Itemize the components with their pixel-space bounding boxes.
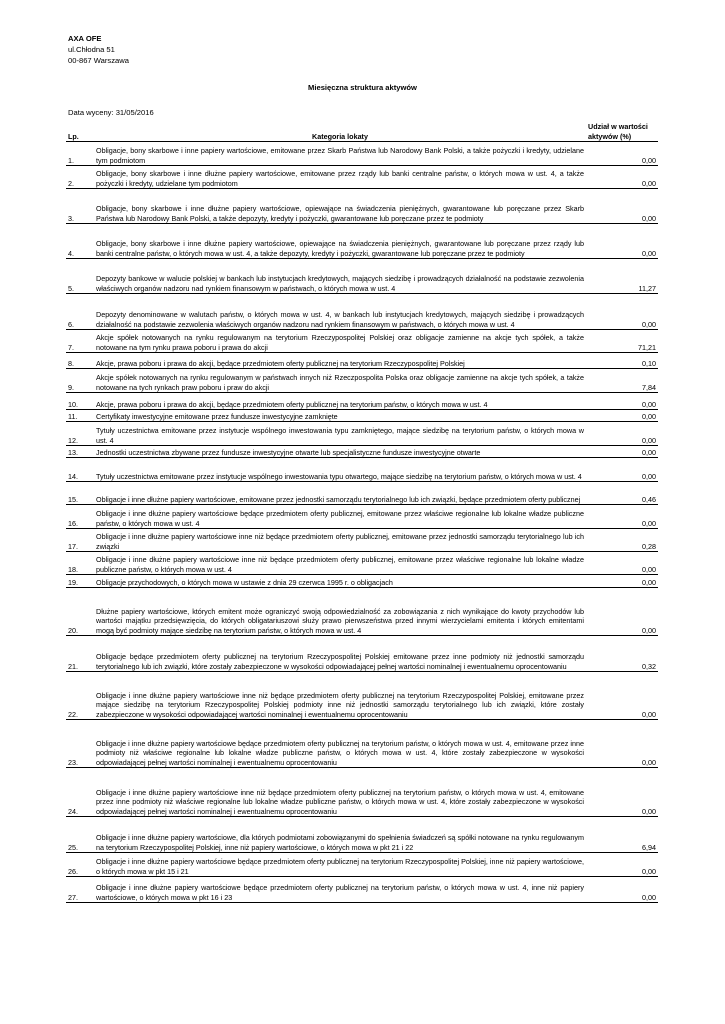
row-share: 0,46 (586, 482, 658, 505)
row-number: 8. (66, 353, 94, 369)
row-number: 23. (66, 720, 94, 768)
table-row (66, 482, 658, 505)
row-number: 4. (66, 224, 94, 259)
row-category: Akcje spółek notowanych na rynku regulowanym w państwach innych niż Rzeczpospolita Polska oraz obligacje zamienne na akcje tych spółek, a także notowane na tych rynkach praw poboru i praw do akcji (94, 369, 586, 393)
row-number: 22. (66, 672, 94, 720)
company-street: ul.Chłodna 51 (68, 45, 115, 54)
row-share: 0,28 (586, 529, 658, 552)
table-row (66, 575, 658, 588)
row-category: Tytuły uczestnictwa emitowane przez instytucje wspólnego inwestowania typu otwartego, mające siedzibę na terytorium państw, o których mowa w ust. 4 (94, 458, 586, 482)
row-category: Obligacje i inne dłużne papiery wartościowe inne niż będące przedmiotem oferty publicznej, emitowane przez jednostki samorządu terytorialnego lub ich związki (94, 529, 586, 552)
row-number: 11. (66, 410, 94, 422)
table-row (66, 330, 658, 353)
table-header-row (66, 118, 658, 142)
row-share: 0,00 (586, 720, 658, 768)
row-share: 11,27 (586, 259, 658, 294)
row-number: 21. (66, 636, 94, 672)
table-row (66, 529, 658, 552)
row-category: Obligacje przychodowych, o których mowa w ustawie z dnia 29 czerwca 1995 r. o obligacjach (94, 575, 586, 588)
row-number: 14. (66, 458, 94, 482)
row-share: 0,00 (586, 552, 658, 575)
row-category: Akcje, prawa poboru i prawa do akcji, będące przedmiotem oferty publicznej na terytorium Rzeczypospolitej Polskiej (94, 353, 586, 369)
table-body (66, 142, 658, 903)
table-row (66, 853, 658, 877)
company-name: AXA OFE (68, 34, 102, 43)
table-row (66, 505, 658, 529)
company-header (68, 33, 129, 66)
row-number: 9. (66, 369, 94, 393)
row-number: 13. (66, 446, 94, 458)
row-number: 12. (66, 422, 94, 446)
row-number: 10. (66, 393, 94, 410)
row-category: Obligacje i inne dłużne papiery wartościowe będące przedmiotem oferty publicznej, emitowane przez właściwe regionalne lub lokalne władze publiczne państw, o których mowa w ust. 4 (94, 505, 586, 529)
table-row (66, 142, 658, 166)
table-row (66, 189, 658, 224)
row-share: 0,00 (586, 458, 658, 482)
row-category: Tytuły uczestnictwa emitowane przez instytucje wspólnego inwestowania typu zamkniętego, mające siedzibę na terytorium państw, o których mowa w ust. 4 (94, 422, 586, 446)
row-category: Obligacje i inne dłużne papiery wartościowe, dla których podmiotami zobowiązanymi do spełnienia świadczeń są spółki notowane na rynku regulowanym na terytorium Rzeczypospolitej Polskiej, inne niż papiery wartościowe, o których mowa w pkt 21 i 22 (94, 817, 586, 853)
row-number: 1. (66, 142, 94, 166)
row-category: Depozyty bankowe w walucie polskiej w bankach lub instytucjach kredytowych, mających siedzibę i prowadzących działalność na podstawie zezwolenia właściwych organów nadzoru nad rynkiem finansowym w państwach, o których mowa w ust. 4 (94, 259, 586, 294)
column-header-share: Udział w wartości aktywów (%) (586, 118, 658, 142)
row-share: 0,00 (586, 189, 658, 224)
row-number: 19. (66, 575, 94, 588)
row-number: 16. (66, 505, 94, 529)
row-share: 0,00 (586, 410, 658, 422)
row-category: Depozyty denominowane w walutach państw, o których mowa w ust. 4, w bankach lub instytucjach kredytowych, mających siedzibę i prowadzących działalność na podstawie zezwolenia właściwych organów nadzoru nad rynkiem finansowym w państwach, o których mowa w ust. 4 (94, 294, 586, 330)
row-number: 27. (66, 877, 94, 903)
table-row (66, 259, 658, 294)
row-share: 0,00 (586, 446, 658, 458)
row-number: 20. (66, 588, 94, 636)
asset-structure-table (66, 118, 658, 903)
row-share: 0,10 (586, 353, 658, 369)
table-row (66, 294, 658, 330)
document-title: Miesięczna struktura aktywów (308, 83, 417, 92)
row-number: 6. (66, 294, 94, 330)
row-share: 6,94 (586, 817, 658, 853)
row-category: Dłużne papiery wartościowe, których emitent może ograniczyć swoją odpowiedzialność za zobowiązania z nich wynikające do kwoty przychodów lub wartości majątku przedsięwzięcia, do których obligatariuszowi służy prawo pierwszeństwa przed innymi wierzycielami emitenta i których emitentami mogą być podmioty mające siedzibę na terytorium państw, o których mowa w ust. 4 (94, 588, 586, 636)
row-category: Obligacje i inne dłużne papiery wartościowe, emitowane przez jednostki samorządu terytorialnego lub ich związki, będące przedmiotem oferty publicznej (94, 482, 586, 505)
row-share: 0,00 (586, 393, 658, 410)
valuation-date: Data wyceny: 31/05/2016 (68, 108, 154, 117)
row-number: 2. (66, 166, 94, 189)
row-share: 0,00 (586, 575, 658, 588)
row-number: 24. (66, 768, 94, 817)
row-category: Obligacje, bony skarbowe i inne dłużne papiery wartościowe, opiewające na świadczenia pieniężnych, gwarantowane lub poręczane przez rządy lub banki centralne państw, o których mowa w ust. 4, a także depozyty, kredyty i pożyczki, gwarantowane lub poręczane przez te podmioty (94, 224, 586, 259)
table-row (66, 636, 658, 672)
table-row (66, 552, 658, 575)
table-row (66, 588, 658, 636)
table-row (66, 166, 658, 189)
table-row (66, 768, 658, 817)
table-row (66, 224, 658, 259)
table-row (66, 877, 658, 903)
row-number: 18. (66, 552, 94, 575)
row-share: 0,00 (586, 422, 658, 446)
row-category: Obligacje, bony skarbowe i inne papiery wartościowe, emitowane przez Skarb Państwa lub Narodowy Bank Polski, a także pożyczki i kredyty, udzielane tym podmiotom (94, 142, 586, 166)
row-share: 0,00 (586, 224, 658, 259)
row-category: Obligacje i inne dłużne papiery wartościowe inne niż będące przedmiotem oferty publicznej, emitowane przez właściwe regionalne lub lokalne władze publiczne państw, o których mowa w ust. 4 (94, 552, 586, 575)
row-number: 7. (66, 330, 94, 353)
column-header-lp: Lp. (66, 118, 94, 142)
row-category: Jednostki uczestnictwa zbywane przez fundusze inwestycyjne otwarte lub specjalistyczne fundusze inwestycyjne otwarte (94, 446, 586, 458)
row-category: Obligacje i inne dłużne papiery wartościowe będące przedmiotem oferty publicznej na terytorium Rzeczypospolitej Polskiej, inne niż papiery wartościowe, o których mowa w pkt 15 i 21 (94, 853, 586, 877)
company-city: 00-867 Warszawa (68, 56, 129, 65)
row-category: Obligacje będące przedmiotem oferty publicznej na terytorium Rzeczypospolitej Polskiej emitowane przez inne podmioty niż jednostki samorządu terytorialnego lub ich związki, które zostały zabezpieczone w wysokości odpowiadającej pełnej wartości nominalnej i ewentualnemu oprocentowaniu (94, 636, 586, 672)
row-share: 0,00 (586, 294, 658, 330)
row-share: 7,84 (586, 369, 658, 393)
row-number: 5. (66, 259, 94, 294)
row-category: Obligacje, bony skarbowe i inne dłużne papiery wartościowe, emitowane przez rządy lub banki centralne państw, o których mowa w ust. 4, a także pożyczki i kredyty, udzielane tym podmiotom (94, 166, 586, 189)
table-row (66, 410, 658, 422)
row-number: 26. (66, 853, 94, 877)
row-number: 17. (66, 529, 94, 552)
row-share: 0,00 (586, 877, 658, 903)
row-share: 0,00 (586, 853, 658, 877)
row-category: Certyfikaty inwestycyjne emitowane przez fundusze inwestycyjne zamknięte (94, 410, 586, 422)
table-row (66, 446, 658, 458)
table-row (66, 369, 658, 393)
row-category: Obligacje i inne dłużne papiery wartościowe będące przedmiotem oferty publicznej na terytorium państw, o których mowa w ust. 4, emitowane przez inne podmioty niż właściwe regionalne lub lokalne władze publiczne państw, o których mowa w ust. 4, które zostały zabezpieczone w wysokości odpowiadającej pełnej wartości nominalnej i ewentualnemu oprocentowaniu (94, 720, 586, 768)
row-share: 0,32 (586, 636, 658, 672)
row-number: 25. (66, 817, 94, 853)
column-header-category: Kategoria lokaty (94, 118, 586, 142)
row-share: 0,00 (586, 588, 658, 636)
row-share: 0,00 (586, 142, 658, 166)
table-row (66, 353, 658, 369)
table-row (66, 672, 658, 720)
row-share: 0,00 (586, 672, 658, 720)
row-share: 0,00 (586, 505, 658, 529)
table-row (66, 817, 658, 853)
table-row (66, 393, 658, 410)
row-share: 0,00 (586, 166, 658, 189)
table-row (66, 720, 658, 768)
row-category: Obligacje i inne dłużne papiery wartościowe będące przedmiotem oferty publicznej na terytorium państw, o których mowa w ust. 4, inne niż papiery wartościowe, o których mowa w pkt 16 i 23 (94, 877, 586, 903)
table-row (66, 458, 658, 482)
row-share: 71,21 (586, 330, 658, 353)
row-category: Obligacje i inne dłużne papiery wartościowe inne niż będące przedmiotem oferty publicznej na terytorium Rzeczypospolitej Polskiej, emitowane przez mające siedzibę na terytorium Rzeczypospolitej Polskiej podmioty inne niż jednostki samorządu terytorialnego lub ich związki, które zostały zabezpieczone w wysokości odpowiadającej wartości nominalnej i ewentualnemu oprocentowaniu (94, 672, 586, 720)
row-category: Obligacje, bony skarbowe i inne dłużne papiery wartościowe, opiewające na świadczenia pieniężnych, gwarantowane lub poręczane przez Skarb Państwa lub Narodowy Bank Polski, a także depozyty, kredyty i pożyczki, gwarantowane lub poręczane przez te podmioty (94, 189, 586, 224)
table-row (66, 422, 658, 446)
row-category: Akcje, prawa poboru i prawa do akcji, będące przedmiotem oferty publicznej na terytorium państw, o których mowa w ust. 4 (94, 393, 586, 410)
row-number: 3. (66, 189, 94, 224)
row-number: 15. (66, 482, 94, 505)
row-share: 0,00 (586, 768, 658, 817)
row-category: Akcje spółek notowanych na rynku regulowanym na terytorium Rzeczypospolitej Polskiej oraz obligacje zamienne na akcje tych spółek, a także notowane na tym rynku prawa poboru i prawa do akcji (94, 330, 586, 353)
row-category: Obligacje i inne dłużne papiery wartościowe inne niż będące przedmiotem oferty publicznej na terytorium państw, o których mowa w ust. 4, emitowane przez inne podmioty niż właściwe regionalne lub lokalne władze publiczne państw, o których mowa w ust. 4, które zostały zabezpieczone w wysokości odpowiadającej pełnej wartości nominalnej i ewentualnemu oprocentowaniu (94, 768, 586, 817)
